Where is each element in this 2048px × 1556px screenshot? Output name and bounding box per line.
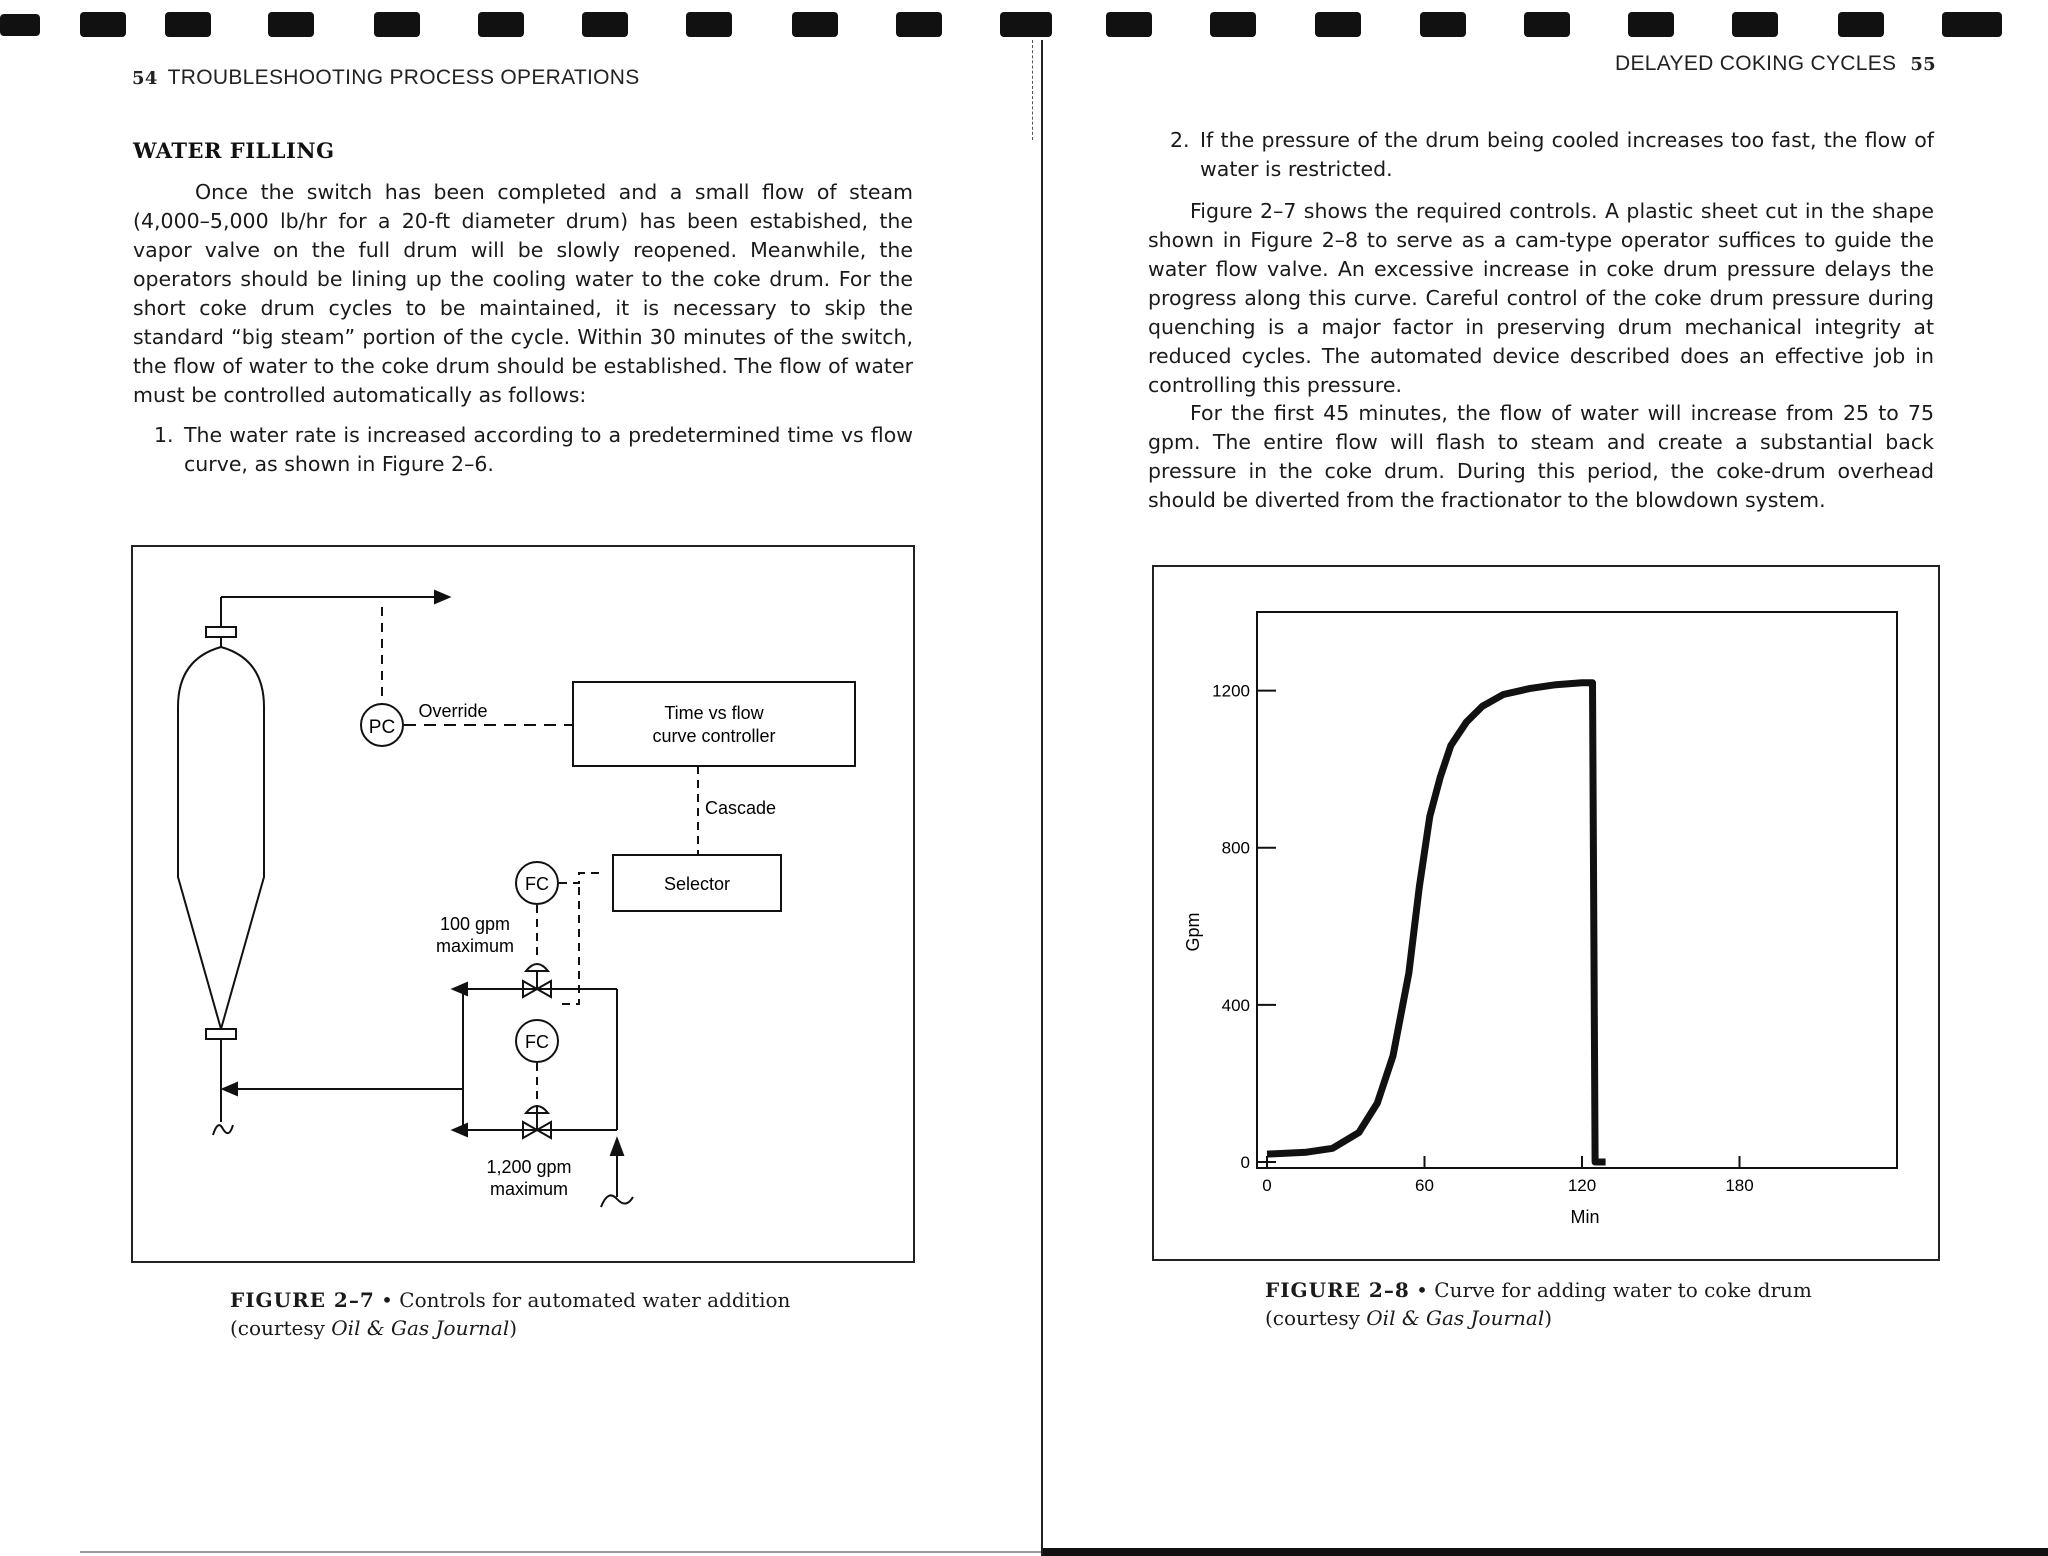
chart-series-line	[1267, 683, 1606, 1162]
figure-2-7-diagram	[133, 547, 913, 1261]
figure-2-7-label: FIGURE 2–7	[230, 1288, 375, 1312]
controller-label-line2: curve controller	[652, 726, 776, 746]
courtesy-prefix: (courtesy	[1265, 1306, 1367, 1330]
list-item-number: 1.	[154, 423, 174, 447]
chart-x-tick-label: 180	[1725, 1176, 1754, 1195]
limit-small-line2: maximum	[435, 936, 515, 956]
list-item-2	[1170, 126, 1934, 184]
courtesy-source: Oil & Gas Journal	[1366, 1306, 1545, 1330]
list-item-text: The water rate is increased according to a predetermined time vs flow curve, as shown in Figure 2–6.	[184, 423, 913, 476]
chart-y-tick-label: 0	[1240, 1153, 1250, 1172]
chart-x-tick-label: 0	[1262, 1176, 1272, 1195]
right-page-number: 55	[1910, 54, 1936, 75]
left-paragraph: Once the switch has been completed and a small flow of steam (4,000–5,000 lb/hr for a 20-ft diameter drum) has been estabished, the vapor valve on the full drum will be slowly reopened. Meanwhile, the operators should be lining up the cooling water to the coke drum. For the short coke drum cycles to be maintained, it is necessary to skip the standard “big steam” portion of the cycle. Within 30 minutes of the switch, the flow of water to the coke drum should be established. The flow of water must be controlled automatically as follows:	[133, 180, 913, 407]
right-running-head	[1615, 52, 1936, 76]
override-label: Override	[418, 701, 488, 721]
figure-2-8-caption	[1265, 1276, 1865, 1332]
chart-x-tick-label: 120	[1567, 1176, 1597, 1195]
courtesy-prefix: (courtesy	[230, 1316, 332, 1340]
right-running-title: DELAYED COKING CYCLES	[1615, 52, 1897, 75]
figure-2-8-label: FIGURE 2–8	[1265, 1278, 1410, 1302]
chart-y-tick-label: 400	[1221, 995, 1250, 1015]
caption-bullet: •	[381, 1288, 400, 1312]
left-running-title: TROUBLESHOOTING PROCESS OPERATIONS	[167, 66, 640, 89]
page-spine	[1041, 40, 1043, 1556]
fc-top-label: FC	[525, 874, 549, 894]
bottom-edge-line	[80, 1551, 1041, 1553]
limit-small-line1: 100 gpm	[439, 914, 511, 934]
pc-label: PC	[368, 717, 396, 738]
list-item-1	[154, 421, 913, 479]
courtesy-source: Oil & Gas Journal	[331, 1316, 510, 1340]
section-title: WATER FILLING	[133, 138, 335, 163]
controller-label-line1: Time vs flow	[664, 703, 764, 723]
bottom-edge-bar	[1043, 1548, 2048, 1556]
spine-fold-mark	[1032, 40, 1034, 140]
fc-bottom-label: FC	[525, 1032, 549, 1052]
courtesy-suffix: )	[1544, 1306, 1553, 1330]
chart-y-axis-label: Gpm	[1183, 912, 1203, 952]
left-page-number: 54	[132, 68, 158, 89]
cascade-label: Cascade	[705, 798, 777, 818]
figure-2-7-caption-text: Controls for automated water addition	[399, 1288, 791, 1312]
limit-large-line2: maximum	[489, 1179, 569, 1199]
figure-2-8-frame	[1152, 565, 1940, 1261]
caption-bullet: •	[1416, 1278, 1435, 1302]
list-item-text: If the pressure of the drum being cooled increases too fast, the flow of water is restricted.	[1200, 128, 1934, 181]
figure-2-7-caption	[230, 1286, 850, 1342]
selector-label: Selector	[663, 874, 731, 894]
left-running-head	[132, 66, 640, 90]
courtesy-suffix: )	[509, 1316, 518, 1340]
right-paragraph-1: Figure 2–7 shows the required controls. A plastic sheet cut in the shape shown in Figure 2–8 to serve as a cam-type operator suffices to guide the water flow valve. An excessive increase in coke drum pressure delays the progress along this curve. Careful control of the coke drum pressure during quenching is a major factor in preserving drum mechanical integrity at reduced cycles. The automated device described does an effective job in controlling this pressure.	[1148, 199, 1934, 397]
figure-2-8-caption-text: Curve for adding water to coke drum	[1434, 1278, 1812, 1302]
figure-2-7-frame	[131, 545, 915, 1263]
right-paragraph-2: For the first 45 minutes, the flow of water will increase from 25 to 75 gpm. The entire flow will flash to steam and create a substantial back pressure in the coke drum. During this period, the coke-drum overhead should be diverted from the fractionator to the blowdown system.	[1148, 401, 1934, 512]
chart-x-tick-label: 60	[1415, 1176, 1434, 1195]
list-item-number: 2.	[1170, 128, 1190, 152]
limit-large-line1: 1,200 gpm	[486, 1157, 572, 1177]
chart-x-axis-label: Min	[1570, 1207, 1600, 1227]
binding-strip	[0, 0, 2048, 50]
chart-y-tick-label: 800	[1221, 838, 1250, 858]
chart-y-tick-label: 1200	[1212, 681, 1250, 701]
figure-2-8-chart	[1154, 567, 1938, 1259]
chart-plot-frame	[1257, 612, 1897, 1168]
